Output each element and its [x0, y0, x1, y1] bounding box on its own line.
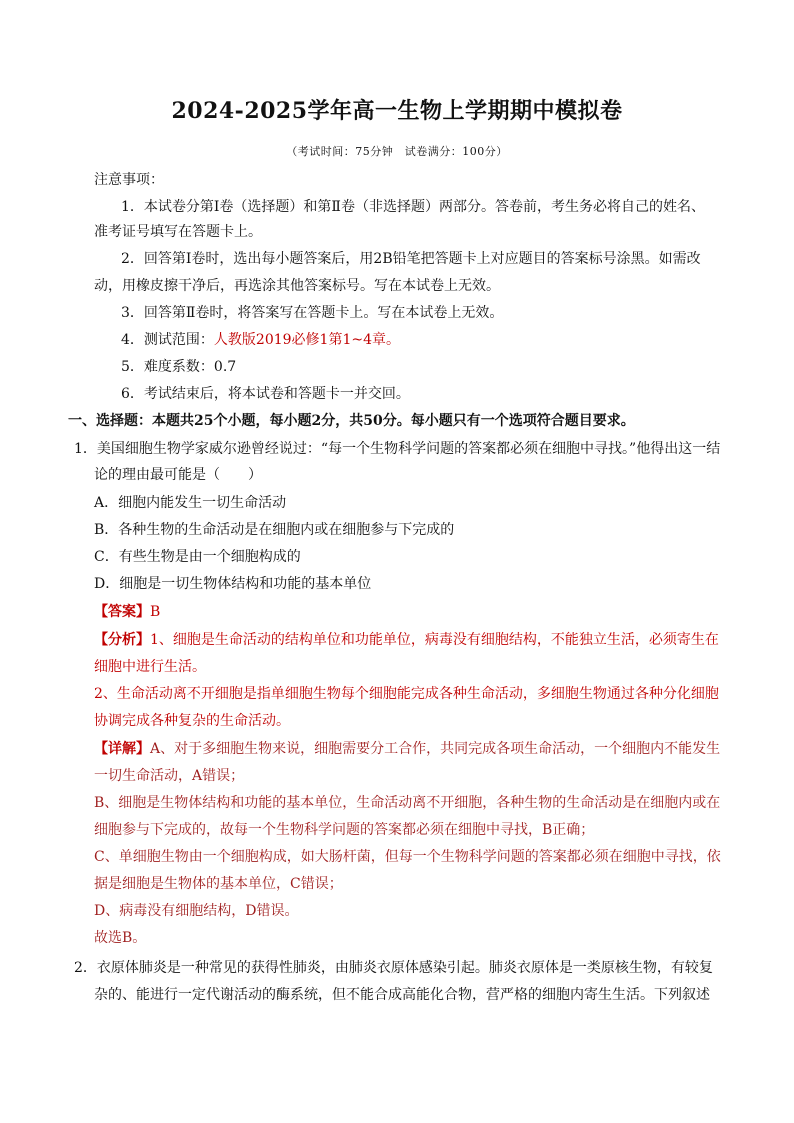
- detail-label: 【详解】: [94, 741, 150, 757]
- note-4-label: 4．测试范围：: [121, 332, 214, 348]
- notes-heading: 注意事项：: [94, 172, 164, 188]
- q1-stem-line-2: 论的理由最可能是（ ）: [94, 467, 262, 483]
- answer-label: 【答案】: [94, 604, 150, 620]
- q2-stem-line-2: 杂的、能进行一定代谢活动的酶系统，但不能合成高能化合物，营严格的细胞内寄生生活。下列叙述: [94, 987, 710, 1003]
- note-1-line-1: 1．本试卷分第Ⅰ卷（选择题）和第Ⅱ卷（非选择题）两部分。答卷前，考生务必将自己的姓名、: [121, 199, 705, 215]
- q1-option-c: C．有些生物是由一个细胞构成的: [94, 549, 301, 565]
- q1-analysis-line-4: 协调完成各种复杂的生命活动。: [94, 713, 290, 729]
- note-5: 5．难度系数：0.7: [121, 359, 237, 375]
- analysis-label: 【分析】: [94, 632, 150, 648]
- note-4-scope: 人教版2019必修1第1~4章。: [213, 332, 401, 348]
- q1-conclusion: 故选B。: [94, 930, 147, 946]
- q1-detail-line-2: 一切生命活动，A错误；: [94, 768, 245, 784]
- q1-option-a: A．细胞内能发生一切生命活动: [94, 495, 287, 511]
- note-2-line-1: 2．回答第Ⅰ卷时，选出每小题答案后，用2B铅笔把答题卡上对应题目的答案标号涂黑。如需改: [121, 251, 701, 267]
- q1-option-b: B．各种生物的生命活动是在细胞内或在细胞参与下完成的: [94, 522, 455, 538]
- q1-detail-line-6: 据是细胞是生物体的基本单位，C错误；: [94, 876, 343, 892]
- q1-analysis-line-2: 细胞中进行生活。: [94, 659, 206, 675]
- analysis-text-1: 1、细胞是生命活动的结构单位和功能单位，病毒没有细胞结构，不能独立生活，必须寄生在: [150, 632, 719, 648]
- q1-detail-line-4: 细胞参与下完成的，故每一个生物科学问题的答案都必须在细胞中寻找，B正确；: [94, 822, 595, 838]
- q1-detail-line-5: C、单细胞生物由一个细胞构成，如大肠杆菌，但每一个生物科学问题的答案都必须在细胞中寻找，依: [94, 849, 721, 865]
- detail-a-text: A、对于多细胞生物来说，细胞需要分工合作，共同完成各项生命活动，一个细胞内不能发生: [150, 741, 721, 757]
- note-6: 6．考试结束后，将本试卷和答题卡一并交回。: [121, 386, 410, 402]
- q1-option-d: D．细胞是一切生物体结构和功能的基本单位: [94, 576, 372, 592]
- q1-detail-line-1: [94, 739, 720, 759]
- q1-detail-line-3: B、细胞是生物体结构和功能的基本单位，生命活动离不开细胞，各种生物的生命活动是在细胞内或在: [94, 795, 721, 811]
- q1-analysis-line-3: 2、生命活动离不开细胞是指单细胞生物每个细胞能完成各种生命活动，多细胞生物通过各种分化细胞: [94, 686, 719, 702]
- note-2-line-2: 动，用橡皮擦干净后，再选涂其他答案标号。写在本试卷上无效。: [94, 278, 500, 294]
- q1-analysis-line-1: [94, 630, 719, 650]
- q1-detail-line-7: D、病毒没有细胞结构，D错误。: [94, 903, 299, 919]
- q2-stem-line-1: 2．衣原体肺炎是一种常见的获得性肺炎，由肺炎衣原体感染引起。肺炎衣原体是一类原核生物，有较复: [74, 960, 713, 976]
- q1-stem-line-1: 1．美国细胞生物学家威尔逊曾经说过：“每一个生物科学问题的答案都必须在细胞中寻找。”他得出这一结: [74, 441, 721, 457]
- exam-info: （考试时间：75分钟 试卷满分：100分）: [286, 145, 508, 158]
- answer-value: B: [150, 604, 161, 620]
- section-heading: 一、选择题：本题共25个小题，每小题2分，共50分。每小题只有一个选项符合题目要求。: [68, 413, 635, 429]
- note-1-line-2: 准考证号填写在答题卡上。: [94, 224, 262, 240]
- q1-answer: [94, 602, 160, 622]
- note-3: 3．回答第Ⅱ卷时，将答案写在答题卡上。写在本试卷上无效。: [121, 305, 504, 321]
- page-title: 2024-2025学年高一生物上学期期中模拟卷: [171, 98, 623, 124]
- note-4: [121, 330, 400, 350]
